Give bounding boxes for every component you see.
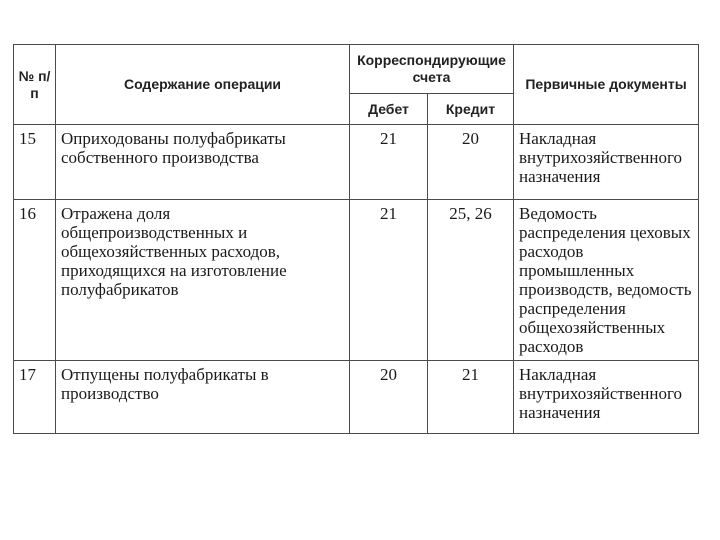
row-documents: Накладная внутрихозяйственного назначения bbox=[514, 125, 699, 200]
row-number: 17 bbox=[14, 361, 56, 434]
row-content: Отражена доля общепроизводственных и общехозяйственных расходов, приходящихся на изготовление полуфабрикатов bbox=[56, 200, 350, 361]
header-row bbox=[14, 45, 699, 94]
header-num: № п/п bbox=[14, 45, 56, 125]
row-credit: 25, 26 bbox=[428, 200, 514, 361]
row-debit: 21 bbox=[350, 125, 428, 200]
row-content: Отпущены полуфабрикаты в производство bbox=[56, 361, 350, 434]
operations-table bbox=[13, 44, 699, 434]
header-primary-documents: Первичные документы bbox=[514, 45, 699, 125]
header-corresponding-accounts: Корреспондирующие счета bbox=[350, 45, 514, 94]
header-credit: Кредит bbox=[428, 94, 514, 125]
row-credit: 21 bbox=[428, 361, 514, 434]
table-row bbox=[14, 200, 699, 361]
row-documents: Ведомость распределения цеховых расходов промышленных производств, ведомость распределения общехозяйственных расходов bbox=[514, 200, 699, 361]
row-credit: 20 bbox=[428, 125, 514, 200]
row-documents: Накладная внутрихозяйственного назначения bbox=[514, 361, 699, 434]
table-row bbox=[14, 125, 699, 200]
row-debit: 21 bbox=[350, 200, 428, 361]
table-row bbox=[14, 361, 699, 434]
header-content: Содержание операции bbox=[56, 45, 350, 125]
header-debit: Дебет bbox=[350, 94, 428, 125]
row-content: Оприходованы полуфабрикаты собственного производства bbox=[56, 125, 350, 200]
row-debit: 20 bbox=[350, 361, 428, 434]
row-number: 16 bbox=[14, 200, 56, 361]
row-number: 15 bbox=[14, 125, 56, 200]
